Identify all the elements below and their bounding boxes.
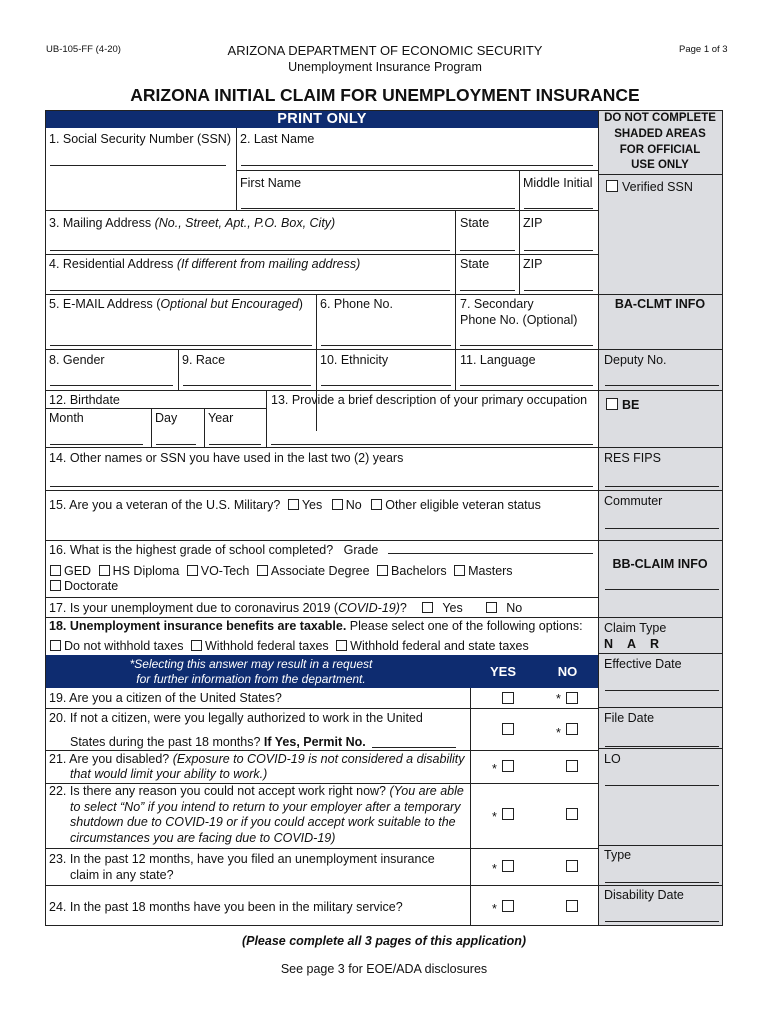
authorized-yes-checkbox[interactable] (502, 723, 514, 735)
covid-no-checkbox[interactable] (486, 602, 497, 613)
first-name-label: First Name (240, 176, 302, 190)
tax-options (50, 639, 529, 654)
language-label: 11. Language (460, 353, 536, 367)
row-divider-v (178, 349, 179, 390)
doctorate-option (50, 579, 118, 594)
veteran-other-checkbox[interactable] (371, 499, 382, 510)
birth-month-label: Month (49, 411, 84, 425)
row-divider (46, 617, 598, 618)
military-service-question: 24. In the past 18 months have you been in the military service? (49, 900, 403, 914)
mailing-address-field[interactable] (50, 250, 450, 251)
covid-question (49, 601, 522, 616)
disabled-yes-checkbox[interactable] (502, 760, 514, 772)
official-notice-4: USE ONLY (631, 159, 689, 171)
ssn-label: 1. Social Security Number (SSN) (49, 132, 232, 146)
form-title: ARIZONA INITIAL CLAIM FOR UNEMPLOYMENT INSURANCE (130, 85, 640, 105)
question-column-divider (470, 688, 471, 925)
tax-question (49, 619, 583, 634)
disabled-yes-star: * (492, 762, 497, 776)
commuter-label: Commuter (604, 494, 663, 508)
page-number: Page 1 of 3 (679, 44, 728, 55)
deputy-no-label: Deputy No. (604, 353, 667, 367)
veteran-yes-label: Yes (301, 498, 323, 512)
official-divider (598, 845, 722, 846)
row-divider (46, 708, 598, 709)
official-divider (598, 490, 722, 491)
no-column-header: NO (557, 664, 578, 679)
row-divider-v (316, 294, 317, 431)
covid-question-text: 17. Is your unemployment due to coronavirus 2019 ( (49, 601, 339, 615)
row-divider-v (519, 170, 520, 210)
res-fips-label: RES FIPS (604, 451, 661, 465)
accept-work-question-4: circumstances you are facing due to COVID-19) (70, 831, 336, 845)
official-divider (598, 885, 722, 886)
education-grade-label: Grade (343, 543, 379, 557)
middle-initial-field[interactable] (524, 208, 593, 209)
birthdate-divider (46, 408, 266, 409)
prior-claim-yes-star: * (492, 862, 497, 876)
file-date-label: File Date (604, 711, 655, 725)
covid-question-mark: ? (399, 601, 407, 615)
race-field[interactable] (183, 385, 311, 386)
other-names-field[interactable] (50, 486, 593, 487)
form-id: UB-105-FF (4-20) (46, 44, 121, 55)
row-divider-v (519, 210, 520, 294)
residential-state-label: State (460, 257, 490, 271)
effective-date-line (605, 690, 719, 691)
bachelors-checkbox[interactable] (377, 565, 388, 576)
disability-date-line (605, 921, 719, 922)
associate-degree-label: Associate Degree (270, 564, 370, 578)
vo-tech-label: VO-Tech (200, 564, 250, 578)
birth-year-field[interactable] (209, 444, 261, 445)
authorized-no-star: * (556, 726, 561, 740)
accept-work-question-1 (49, 784, 464, 799)
middle-initial-label: Middle Initial (523, 176, 593, 190)
row-divider (46, 294, 598, 295)
official-divider (598, 540, 722, 541)
deputy-no-line (605, 385, 719, 386)
veteran-question-text: 15. Are you a veteran of the U.S. Military? (49, 498, 281, 512)
mailing-zip-field[interactable] (524, 250, 593, 251)
official-notice-2: SHADED AREAS (614, 128, 706, 140)
residential-zip-field[interactable] (524, 290, 593, 291)
disabled-question-text: 21. Are you disabled? (49, 752, 170, 766)
veteran-no-label: No (345, 498, 362, 512)
be-checkbox[interactable] (606, 398, 618, 410)
agency-name: ARIZONA DEPARTMENT OF ECONOMIC SECURITY (227, 43, 543, 58)
email-label (49, 297, 303, 312)
first-name-field[interactable] (241, 208, 515, 209)
citizen-no-star: * (556, 692, 561, 706)
effective-date-label: Effective Date (604, 657, 682, 671)
accept-work-question-2: to select “No” if you intend to return to your employer after a temporary (70, 800, 461, 814)
type-label: Type (604, 848, 632, 862)
official-divider (598, 653, 722, 654)
occupation-label: 13. Provide a brief description of your primary occupation (271, 393, 588, 407)
email-field[interactable] (50, 345, 312, 346)
birth-day-field[interactable] (156, 444, 196, 445)
doctorate-label: Doctorate (64, 579, 119, 593)
last-name-field[interactable] (241, 165, 593, 166)
accept-work-question-3: shutdown due to COVID-19 or if you could accept work suitable to the (70, 815, 456, 829)
covid-yes-label: Yes (442, 601, 463, 615)
covid-no-label: No (506, 601, 523, 615)
residential-address-hint: (If different from mailing address) (176, 257, 361, 271)
authorized-question-1: 20. If not a citizen, were you legally authorized to work in the United (49, 711, 423, 725)
ethnicity-label: 10. Ethnicity (320, 353, 389, 367)
covid-question-term: COVID-19) (338, 601, 400, 615)
row-divider (46, 490, 598, 491)
mailing-state-field[interactable] (460, 250, 515, 251)
row-divider-v (266, 390, 267, 447)
file-date-line (605, 746, 719, 747)
ethnicity-field[interactable] (321, 385, 451, 386)
verified-ssn-checkbox[interactable] (606, 180, 618, 192)
veteran-yes-checkbox[interactable] (288, 499, 299, 510)
email-label-close: ) (298, 297, 303, 311)
authorized-question-2 (70, 735, 366, 750)
gender-label: 8. Gender (49, 353, 105, 367)
disabled-question-note: (Exposure to COVID-19 is not considered a disability (169, 752, 465, 766)
mailing-state-label: State (460, 216, 490, 230)
disabled-question-2: that would limit your ability to work.) (70, 767, 268, 781)
row-divider (46, 540, 598, 541)
selection-note-1: *Selecting this answer may result in a request (129, 657, 373, 671)
official-divider (598, 748, 722, 749)
covid-yes-checkbox[interactable] (422, 602, 433, 613)
other-names-label: 14. Other names or SSN you have used in the last two (2) years (49, 451, 404, 465)
commuter-line (605, 528, 719, 529)
official-divider (598, 294, 722, 295)
row-divider-v (151, 408, 152, 447)
eoe-ada-note: See page 3 for EOE/ADA disclosures (280, 962, 488, 976)
veteran-question (49, 498, 541, 513)
official-divider (598, 617, 722, 618)
secondary-phone-label-2: Phone No. (Optional) (460, 313, 578, 327)
row-divider-v (236, 128, 237, 210)
row-divider (46, 390, 598, 391)
official-divider (598, 707, 722, 708)
military-yes-star: * (492, 902, 497, 916)
no-withhold-checkbox[interactable] (50, 640, 61, 651)
row-divider (46, 750, 598, 751)
ged-label: GED (64, 564, 92, 578)
birth-month-field[interactable] (50, 444, 143, 445)
official-divider (598, 447, 722, 448)
lo-label: LO (604, 752, 621, 766)
secondary-phone-field[interactable] (460, 345, 593, 346)
veteran-no-checkbox[interactable] (332, 499, 343, 510)
ba-clmt-info-label: BA-CLMT INFO (614, 297, 706, 311)
education-question (49, 543, 378, 558)
tax-question-bold: 18. Unemployment insurance benefits are taxable. (49, 619, 347, 633)
occupation-field[interactable] (271, 444, 593, 445)
last-name-label: 2. Last Name (240, 132, 315, 146)
birth-year-label: Year (208, 411, 234, 425)
phone-field[interactable] (321, 345, 451, 346)
no-withhold-label: Do not withhold taxes (64, 639, 184, 653)
education-question-text: 16. What is the highest grade of school completed? (49, 543, 334, 557)
hs-diploma-label: HS Diploma (112, 564, 180, 578)
lo-line (605, 785, 719, 786)
mailing-zip-label: ZIP (523, 216, 543, 230)
tax-question-text: Please select one of the following options: (346, 619, 583, 633)
claim-type-options: N A R (604, 637, 660, 651)
mailing-address-label (49, 216, 335, 231)
doctorate-checkbox[interactable] (50, 580, 61, 591)
row-divider-v (204, 408, 205, 447)
official-column-divider (598, 111, 599, 925)
permit-no-label: If Yes, Permit No. (260, 735, 366, 749)
accept-work-yes-checkbox[interactable] (502, 808, 514, 820)
residential-address-label-text: 4. Residential Address (49, 257, 177, 271)
birthdate-label: 12. Birthdate (49, 393, 120, 407)
secondary-phone-label-1: 7. Secondary (460, 297, 534, 311)
row-divider (46, 447, 598, 448)
accept-work-question-text: 22. Is there any reason you could not accept work right now? (49, 784, 386, 798)
authorized-no-checkbox[interactable] (566, 723, 578, 735)
email-label-text: 5. E-MAIL Address ( (49, 297, 161, 311)
vo-tech-checkbox[interactable] (187, 565, 198, 576)
official-notice-1: DO NOT COMPLETE (604, 112, 716, 124)
hs-diploma-checkbox[interactable] (99, 565, 110, 576)
prior-claim-no-checkbox[interactable] (566, 860, 578, 872)
residential-address-label (49, 257, 360, 272)
email-hint: Optional but Encouraged (160, 297, 299, 311)
mailing-address-label-text: 3. Mailing Address (49, 216, 155, 230)
prior-claim-question-2: claim in any state? (70, 868, 174, 882)
official-divider (598, 174, 722, 175)
official-divider (598, 390, 722, 391)
residential-zip-label: ZIP (523, 257, 543, 271)
phone-label: 6. Phone No. (320, 297, 393, 311)
program-name: Unemployment Insurance Program (288, 60, 482, 74)
row-divider (236, 170, 598, 171)
row-divider (46, 597, 598, 598)
permit-no-field[interactable] (372, 747, 456, 748)
disabled-no-checkbox[interactable] (566, 760, 578, 772)
gender-field[interactable] (50, 385, 173, 386)
accept-work-yes-star: * (492, 810, 497, 824)
row-divider-v (455, 294, 456, 390)
official-divider (598, 349, 722, 350)
be-label: BE (622, 398, 640, 412)
withhold-federal-state-checkbox[interactable] (336, 640, 347, 651)
residential-address-field[interactable] (50, 290, 450, 291)
row-divider (46, 885, 598, 886)
education-options (50, 564, 513, 579)
authorized-question-text: States during the past 18 months? (70, 735, 261, 749)
disability-date-label: Disability Date (604, 888, 684, 902)
type-line (605, 882, 719, 883)
accept-work-no-checkbox[interactable] (566, 808, 578, 820)
military-yes-checkbox[interactable] (502, 900, 514, 912)
withhold-federal-label: Withhold federal taxes (205, 639, 329, 653)
print-only-label: PRINT ONLY (277, 111, 367, 127)
veteran-other-label: Other eligible veteran status (385, 498, 541, 512)
accept-work-note-start: (You are able (386, 784, 464, 798)
citizen-no-checkbox[interactable] (566, 692, 578, 704)
associate-degree-checkbox[interactable] (257, 565, 268, 576)
yes-column-header: YES (489, 664, 516, 679)
row-divider-v (455, 210, 456, 294)
official-notice-3: FOR OFFICIAL (619, 144, 701, 156)
citizen-yes-checkbox[interactable] (502, 692, 514, 704)
row-divider (46, 254, 598, 255)
residential-state-field[interactable] (460, 290, 515, 291)
ssn-field[interactable] (50, 165, 226, 166)
withhold-federal-state-label: Withhold federal and state taxes (350, 639, 529, 653)
military-no-checkbox[interactable] (566, 900, 578, 912)
prior-claim-question-1: 23. In the past 12 months, have you filed an unemployment insurance (49, 852, 435, 866)
bb-claim-info-label: BB-CLAIM INFO (612, 557, 708, 571)
selection-note-2: for further information from the department. (136, 672, 366, 686)
education-grade-field[interactable] (388, 553, 593, 554)
masters-label: Masters (468, 564, 513, 578)
birth-day-label: Day (155, 411, 178, 425)
res-fips-line (605, 486, 719, 487)
masters-checkbox[interactable] (454, 565, 465, 576)
prior-claim-yes-checkbox[interactable] (502, 860, 514, 872)
mailing-address-hint: (No., Street, Apt., P.O. Box, City) (154, 216, 336, 230)
claim-type-label: Claim Type (604, 621, 667, 635)
verified-ssn-label: Verified SSN (622, 180, 693, 194)
complete-all-pages-note: (Please complete all 3 pages of this application) (241, 934, 527, 948)
language-field[interactable] (460, 385, 593, 386)
citizen-question: 19. Are you a citizen of the United States? (49, 691, 282, 705)
row-divider (46, 210, 598, 211)
disabled-question-1 (49, 752, 465, 767)
row-divider (46, 848, 598, 849)
row-divider (46, 349, 598, 350)
withhold-federal-checkbox[interactable] (191, 640, 202, 651)
bb-claim-line (605, 589, 719, 590)
bachelors-label: Bachelors (391, 564, 447, 578)
ged-checkbox[interactable] (50, 565, 61, 576)
race-label: 9. Race (182, 353, 226, 367)
